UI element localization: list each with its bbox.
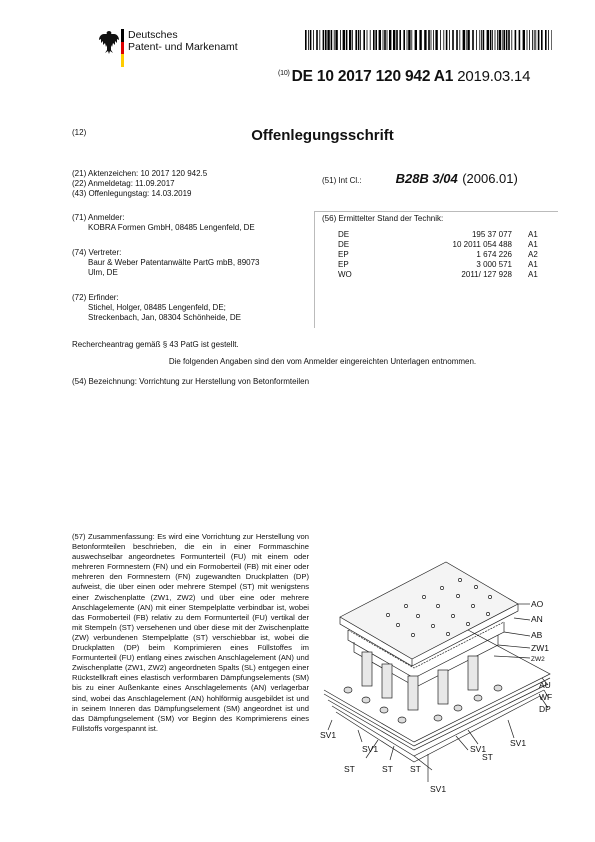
agency-line-1: Deutsches bbox=[128, 29, 178, 41]
barcode-bar bbox=[508, 30, 510, 50]
prior-art-number: 10 2011 054 488 bbox=[452, 240, 512, 249]
anmelder-block bbox=[72, 213, 255, 233]
barcode-bar bbox=[323, 30, 325, 50]
barcode-bar bbox=[387, 30, 388, 50]
barcode-bar bbox=[340, 30, 341, 50]
table-row bbox=[338, 260, 538, 270]
barcode-bar bbox=[419, 30, 421, 50]
label-sv1: SV1 bbox=[320, 730, 337, 740]
prior-art-number: 195 37 077 bbox=[471, 230, 512, 239]
barcode-bar bbox=[325, 30, 327, 50]
barcode-bar bbox=[370, 30, 371, 50]
barcode-bar bbox=[316, 30, 318, 50]
barcode-bar bbox=[472, 30, 474, 50]
prior-art-kind: A1 bbox=[528, 270, 538, 279]
prior-art-kind: A1 bbox=[528, 260, 538, 269]
device-drawing bbox=[318, 560, 556, 830]
barcode-bar bbox=[497, 30, 498, 50]
barcode-bar bbox=[545, 30, 547, 50]
publication-date: 2019.03.14 bbox=[457, 68, 531, 85]
label-st: ST bbox=[410, 764, 421, 774]
offenlegungstag: (43) Offenlegungstag: 14.03.2019 bbox=[72, 189, 192, 198]
recherche-note: Rechercheantrag gemäß § 43 PatG ist gestellt. bbox=[72, 340, 239, 349]
barcode-bar bbox=[532, 30, 533, 50]
barcode-bar bbox=[415, 30, 417, 50]
barcode-bar bbox=[515, 30, 517, 50]
barcode-bar bbox=[334, 30, 335, 50]
barcode-bar bbox=[393, 30, 395, 50]
barcode-bar bbox=[487, 30, 489, 50]
barcode-bar bbox=[541, 30, 543, 50]
label-sv1: SV1 bbox=[430, 784, 447, 794]
barcode-bar bbox=[490, 30, 492, 50]
erfinder-block bbox=[72, 293, 241, 323]
barcode-bar bbox=[483, 30, 485, 50]
barcode-bar bbox=[375, 30, 377, 50]
table-row bbox=[338, 250, 538, 260]
barcode-bar bbox=[428, 30, 430, 50]
label-an: AN bbox=[531, 614, 543, 624]
barcode-bar bbox=[310, 30, 312, 50]
barcode-bar bbox=[431, 30, 432, 50]
table-row bbox=[338, 240, 538, 250]
barcode-bar bbox=[506, 30, 508, 50]
label-st: ST bbox=[344, 764, 355, 774]
barcode-bar bbox=[399, 30, 401, 50]
vertreter-line-1: Baur & Weber Patentanwälte PartG mbB, 89073 bbox=[88, 258, 260, 267]
flag-stripe-black bbox=[121, 29, 124, 42]
code-12: (12) bbox=[72, 128, 87, 137]
barcode-bar bbox=[548, 30, 549, 50]
barcode-bar bbox=[389, 30, 391, 50]
angaben-note: Die folgenden Angaben sind den vom Anmelder eingereichten Unterlagen entnommen. bbox=[168, 357, 477, 366]
prior-art-kind: A1 bbox=[528, 240, 538, 249]
table-row bbox=[338, 230, 538, 240]
prior-art-kind: A2 bbox=[528, 250, 538, 259]
barcode-bar bbox=[407, 30, 408, 50]
table-row bbox=[338, 270, 538, 280]
prior-art-number: 3 000 571 bbox=[476, 260, 512, 269]
barcode-bar bbox=[479, 30, 480, 50]
barcode-bar bbox=[519, 30, 521, 50]
barcode-bar bbox=[449, 30, 450, 50]
erfinder-label: (72) Erfinder: bbox=[72, 293, 119, 302]
aktenzeichen: (21) Aktenzeichen: 10 2017 120 942.5 bbox=[72, 169, 208, 178]
barcode-bar bbox=[352, 30, 353, 50]
prior-art-country: EP bbox=[338, 260, 349, 269]
barcode-bar bbox=[459, 30, 460, 50]
barcode-bar bbox=[456, 30, 458, 50]
anmelder-value: KOBRA Formen GmbH, 08485 Lengenfeld, DE bbox=[88, 223, 255, 232]
barcode-bar bbox=[363, 30, 365, 50]
barcode-bar bbox=[408, 30, 410, 50]
abstract: (57) Zusammenfassung: Es wird eine Vorrichtung zur Herstellung von Betonformteilen beschrieben, die ein in einer Formmaschine auswechselbar angeordnetes Formunterteil (FU) mit einem oder mehreren Formnestern (FN) und ein Formoberteil (FB) mit einer oder mehreren den Formnestern (FN) zugewandten Druckplatten (DP) aufweist, die über einen oder mehrere Stempel (ST) mit wenigstens einer Zwischenplatte (ZW1, ZW2) und über eine oder mehrere Anschlagelemente (AN) mit einer Stempelplatte verbindbar ist, wobei das Formoberteil (FB) relativ zu dem Formunterteil (FU) vertikal der mit Stempeln (ST) versehenen und über diese mit der Zwischenplatte (ZW) verbundenen Stempelplatte (ST) verschiebbar ist, wobei die Druckplatten (DP) beim Komprimieren eines Füllstoffes im Formunterteil (FU) entlang eines zwischen Anschlagelement (AN) und Zwischenplatte (ZW1, ZW2) angeordneten Spalts (SL) entgegen einer Rückstellkraft eines elastisch verformbaren Dämpfungselements (SM) bis zu einer Außenkante eines Anschlagelements (AN) verlagerbar sind, wobei das Anschlagelement (AN) hohlförmig ausgebildet ist und in seinem Inneren das Dämpfungselement (SM) angeordnet ist und das Dämpfungselement (SM) vor Beginn des Komprimierens eines Füllstoffs vorgespannt ist. bbox=[72, 532, 309, 733]
barcode-bar bbox=[452, 30, 454, 50]
ipc-code: B28B 3/04 bbox=[395, 171, 458, 186]
label-zw1: ZW1 bbox=[531, 643, 549, 653]
ipc-version: (2006.01) bbox=[462, 171, 518, 186]
label-zw2: ZW2 bbox=[531, 656, 545, 663]
vertreter-line-2: Ulm, DE bbox=[88, 268, 118, 277]
barcode-bar bbox=[403, 30, 405, 50]
agency-line-2: Patent- und Markenamt bbox=[128, 41, 238, 53]
prior-art-number: 2011/ 127 928 bbox=[461, 270, 512, 279]
barcode-bar bbox=[349, 30, 351, 50]
barcode-bar bbox=[535, 30, 536, 50]
prior-art-rule-horizontal bbox=[314, 211, 558, 212]
prior-art-country: EP bbox=[338, 250, 349, 259]
barcode-bar bbox=[551, 30, 552, 50]
prior-art-country: WO bbox=[338, 270, 352, 279]
barcode-bar bbox=[440, 30, 441, 50]
barcode-bar bbox=[463, 30, 465, 50]
label-sv1: SV1 bbox=[470, 744, 487, 754]
barcode-bar bbox=[367, 30, 368, 50]
label-st: ST bbox=[382, 764, 393, 774]
title-line: (54) Bezeichnung: Vorrichtung zur Herstellung von Betonformteilen bbox=[72, 377, 310, 386]
barcode-bar bbox=[327, 30, 329, 50]
label-dp: DP bbox=[539, 704, 551, 714]
erfinder-line-2: Streckenbach, Jan, 08304 Schönheide, DE bbox=[88, 313, 241, 322]
prior-art-table bbox=[338, 230, 538, 280]
label-ao: AO bbox=[531, 599, 544, 609]
barcode-bar bbox=[523, 30, 525, 50]
ipc-classification bbox=[322, 170, 518, 188]
barcode-bar bbox=[308, 30, 309, 50]
barcode-bar bbox=[495, 30, 496, 50]
barcode-bar bbox=[319, 30, 320, 50]
barcode-bar bbox=[529, 30, 530, 50]
barcode bbox=[305, 30, 552, 50]
flag-bar bbox=[121, 29, 124, 67]
prior-art-country: DE bbox=[338, 230, 350, 239]
barcode-bar bbox=[492, 30, 493, 50]
code-10: (10) bbox=[278, 70, 290, 77]
erfinder-line-1: Stichel, Holger, 08485 Lengenfeld, DE; bbox=[88, 303, 226, 312]
barcode-bar bbox=[499, 30, 501, 50]
vertreter-block bbox=[72, 248, 260, 278]
barcode-bar bbox=[534, 30, 535, 50]
barcode-bar bbox=[435, 30, 437, 50]
anmelder-label: (71) Anmelder: bbox=[72, 213, 125, 222]
barcode-bar bbox=[305, 30, 307, 50]
barcode-bar bbox=[433, 30, 434, 50]
label-sv1: SV1 bbox=[362, 744, 379, 754]
label-wf: WF bbox=[539, 692, 553, 702]
label-au: AU bbox=[539, 680, 551, 690]
document-type: Offenlegungsschrift bbox=[251, 127, 394, 144]
barcode-bar bbox=[466, 30, 467, 50]
barcode-bar bbox=[424, 30, 426, 50]
barcode-bar bbox=[481, 30, 482, 50]
barcode-bar bbox=[331, 30, 333, 50]
barcode-bar bbox=[527, 30, 528, 50]
anmeldetag: (22) Anmeldetag: 11.09.2017 bbox=[72, 179, 175, 188]
barcode-bar bbox=[502, 30, 503, 50]
barcode-bar bbox=[538, 30, 540, 50]
barcode-bar bbox=[476, 30, 477, 50]
flag-stripe-gold bbox=[121, 54, 124, 67]
label-st: ST bbox=[482, 752, 493, 762]
flag-stripe-red bbox=[121, 42, 124, 55]
barcode-bar bbox=[379, 30, 381, 50]
prior-art-kind: A1 bbox=[528, 230, 538, 239]
barcode-bar bbox=[343, 30, 345, 50]
prior-art-country: DE bbox=[338, 240, 350, 249]
barcode-bar bbox=[446, 30, 448, 50]
label-sv1: SV1 bbox=[510, 738, 527, 748]
prior-art-label: (56) Ermittelter Stand der Technik: bbox=[322, 214, 444, 223]
ipc-label: (51) Int Cl.: bbox=[322, 176, 362, 185]
biblio-dates bbox=[72, 169, 207, 199]
barcode-bar bbox=[467, 30, 469, 50]
barcode-bar bbox=[346, 30, 348, 50]
publication-number: DE 10 2017 120 942 A1 bbox=[291, 68, 454, 85]
barcode-bar bbox=[355, 30, 357, 50]
label-ab: AB bbox=[531, 630, 543, 640]
federal-eagle-icon bbox=[98, 29, 120, 55]
barcode-bar bbox=[373, 30, 375, 50]
barcode-bar bbox=[313, 30, 314, 50]
prior-art-number: 1 674 226 bbox=[476, 250, 512, 259]
barcode-bar bbox=[335, 30, 337, 50]
vertreter-label: (74) Vertreter: bbox=[72, 248, 122, 257]
barcode-bar bbox=[396, 30, 398, 50]
publication-number-line bbox=[278, 68, 530, 86]
barcode-bar bbox=[384, 30, 386, 50]
barcode-bar bbox=[360, 30, 361, 50]
barcode-bar bbox=[358, 30, 360, 50]
agency-name bbox=[128, 29, 238, 53]
barcode-bar bbox=[443, 30, 444, 50]
prior-art-rule-vertical bbox=[314, 211, 315, 328]
barcode-bar bbox=[383, 30, 384, 50]
barcode-bar bbox=[511, 30, 512, 50]
barcode-bar bbox=[411, 30, 412, 50]
barcode-bar bbox=[503, 30, 505, 50]
